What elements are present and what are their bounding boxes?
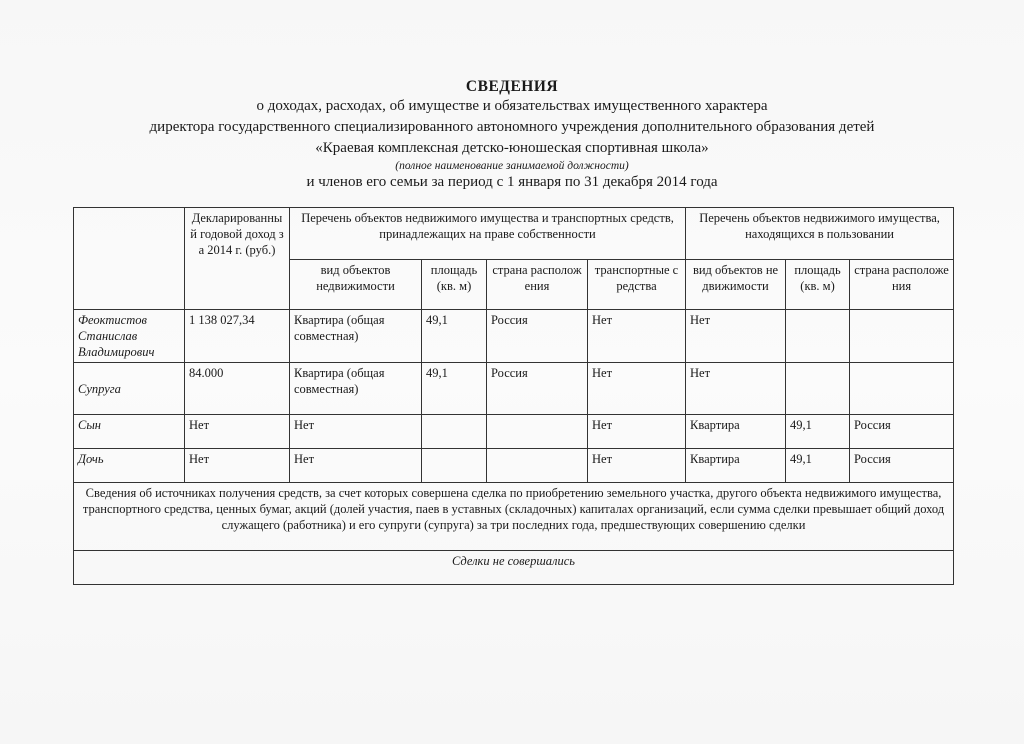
funding-sources-note: Сведения об источниках получения средств, за счет которых совершена сделка по приобретению земельного участка, другого объекта недвижимого имущества, транспортного средства, ценных бумаг, акций (долей участия, паев в уставных (складочных) капиталах организаций, если сумма сделки превышает общий доход служащего (работника) и его супруги (супруга) за три последних года, предшествующих совершению сделки [74,483,954,551]
table-row [74,310,954,363]
organization-name: «Краевая комплексная детско-юношеская спортивная школа» [315,140,709,156]
owned-type: Нет [290,449,422,483]
used-area: 49,1 [786,415,850,449]
used-country: Россия [850,449,954,483]
header-row-1 [74,208,954,260]
vehicles: Нет [588,415,686,449]
transactions-status: Сделки не совершались [74,551,954,585]
income-value: Нет [185,415,290,449]
used-area [786,363,850,415]
owned-country: Россия [487,363,588,415]
footer-row [74,483,954,551]
header-owned-area: площадь (кв. м) [422,260,487,310]
used-country [850,310,954,363]
owned-area [422,415,487,449]
owned-area: 49,1 [422,363,487,415]
header-income: Декларированный годовой доход за 2014 г. (руб.) [185,208,290,310]
header-name-cell [74,208,185,310]
subtitle-line-2: директора государственного специализированного автономного учреждения дополнительного образования детей [149,119,875,135]
table-row [74,415,954,449]
used-country [850,363,954,415]
used-country: Россия [850,415,954,449]
owned-type: Нет [290,415,422,449]
period-line: и членов его семьи за период с 1 января по 31 декабря 2014 года [306,174,718,190]
owned-country [487,449,588,483]
header-used-country: страна расположения [850,260,954,310]
owned-country: Россия [487,310,588,363]
vehicles: Нет [588,449,686,483]
person-name: Дочь [74,449,185,483]
used-area: 49,1 [786,449,850,483]
header-used-area: площадь (кв. м) [786,260,850,310]
person-name: Сын [74,415,185,449]
used-area [786,310,850,363]
subtitle-line-1: о доходах, расходах, об имуществе и обязательствах имущественного характера [256,98,768,114]
header-used-type: вид объектов недвижимости [686,260,786,310]
owned-area [422,449,487,483]
owned-type: Квартира (общая совместная) [290,363,422,415]
vehicles: Нет [588,363,686,415]
owned-area: 49,1 [422,310,487,363]
footer-value-row [74,551,954,585]
used-type: Нет [686,363,786,415]
vehicles: Нет [588,310,686,363]
table-row [74,363,954,415]
header-vehicles: транспортные средства [588,260,686,310]
owned-type: Квартира (общая совместная) [290,310,422,363]
header-owned-group: Перечень объектов недвижимого имущества и транспортных средств, принадлежащих на праве собственности [290,208,686,260]
position-note: (полное наименование занимаемой должности) [395,160,629,172]
used-type: Квартира [686,449,786,483]
table-row [74,449,954,483]
used-type: Нет [686,310,786,363]
used-type: Квартира [686,415,786,449]
declaration-table [73,207,954,585]
income-value: 84.000 [185,363,290,415]
income-value: Нет [185,449,290,483]
header-used-group: Перечень объектов недвижимого имущества, находящихся в пользовании [686,208,954,260]
owned-country [487,415,588,449]
income-value: 1 138 027,34 [185,310,290,363]
header-owned-country: страна расположения [487,260,588,310]
person-name: Супруга [74,363,185,415]
person-name: Феоктистов Станислав Владимирович [74,310,185,363]
header-owned-type: вид объектов недвижимости [290,260,422,310]
document-title: СВЕДЕНИЯ [465,78,559,95]
